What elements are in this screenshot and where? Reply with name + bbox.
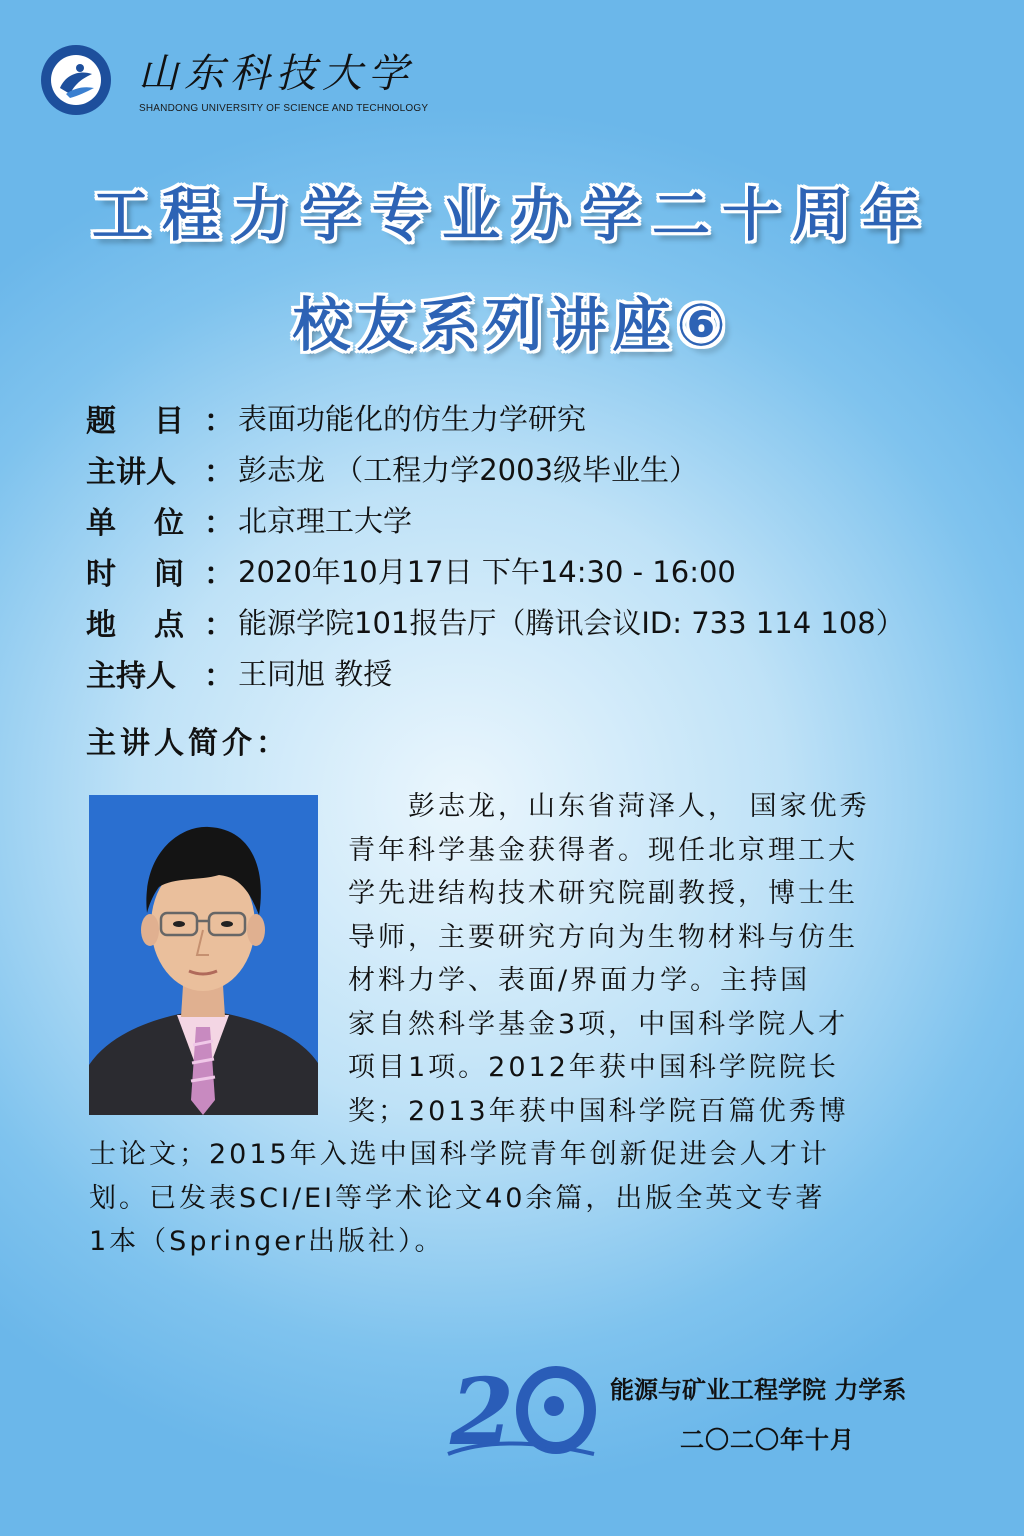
bio-line: 1本（Springer出版社）。 (89, 1226, 445, 1257)
info-value: 彭志龙 （工程力学2003级毕业生） (238, 453, 699, 487)
info-label-text: 时 间 (86, 556, 184, 592)
info-colon: ： (204, 403, 234, 439)
info-colon: ： (204, 454, 234, 490)
info-label (86, 447, 204, 491)
info-label-text: 主讲人 (86, 454, 176, 490)
department-name: 能源与矿业工程学院 力学系 (610, 1376, 907, 1404)
info-label-text: 题 目 (86, 403, 184, 439)
bio-text-right (348, 785, 870, 1133)
info-colon: ： (204, 658, 234, 694)
bio-line: 材料力学、表面/界面力学。主持国 (348, 965, 811, 996)
info-value: 2020年10月17日 下午14:30 - 16:00 (238, 555, 736, 589)
university-name-en: SHANDONG UNIVERSITY OF SCIENCE AND TECHNOLOGY (139, 103, 429, 114)
info-colon: ： (204, 607, 234, 643)
info-row-speaker (86, 443, 905, 494)
info-label (86, 498, 204, 542)
info-value: 能源学院101报告厅（腾讯会议ID: 733 114 108） (238, 606, 905, 640)
info-row-affiliation (86, 494, 905, 545)
lecture-info (86, 392, 905, 698)
bio-line: 项目1项。2012年获中国科学院院长 (348, 1052, 839, 1083)
info-row-location (86, 596, 905, 647)
info-label (86, 396, 204, 440)
bio-line: 导师，主要研究方向为生物材料与仿生 (348, 921, 858, 953)
info-value: 表面功能化的仿生力学研究 (238, 402, 587, 436)
info-colon: ： (204, 505, 234, 541)
info-label-text: 主持人 (86, 658, 176, 694)
bio-heading: 主讲人简介： (86, 726, 290, 761)
info-value: 北京理工大学 (238, 504, 413, 538)
info-label-text: 单 位 (86, 505, 184, 541)
info-label (86, 600, 204, 644)
info-label (86, 549, 204, 593)
bio-line: 奖；2013年获中国科学院百篇优秀博 (348, 1095, 849, 1127)
bio-line: 家自然科学基金3项，中国科学院人才 (348, 1008, 849, 1040)
university-name-cn: 山东科技大学 (138, 51, 414, 97)
info-row-host (86, 647, 905, 698)
info-label (86, 651, 204, 695)
bio-line: 彭志龙，山东省菏泽人， 国家优秀 (348, 791, 870, 822)
bio-line: 青年科学基金获得者。现任北京理工大 (348, 834, 858, 866)
bio-line: 士论文；2015年入选中国科学院青年创新促进会人才计 (89, 1139, 830, 1170)
university-seal-icon (40, 44, 112, 116)
info-colon: ： (204, 556, 234, 592)
info-value: 王同旭 教授 (238, 657, 393, 691)
bio-line: 学先进结构技术研究院副教授，博士生 (348, 878, 858, 909)
svg-text:2: 2 (450, 1362, 515, 1462)
bio-text-full (89, 1133, 830, 1264)
info-label-text: 地 点 (86, 607, 184, 643)
poster-title: 工程力学专业办学二十周年 (91, 181, 932, 249)
speaker-portrait-icon (89, 795, 318, 1115)
info-row-time (86, 545, 905, 596)
poster-subtitle: 校友系列讲座⑥ (292, 291, 732, 359)
bio-line: 划。已发表SCI/EI等学术论文40余篇，出版全英文专著 (89, 1182, 826, 1214)
info-row-topic (86, 392, 905, 443)
anniversary-20-icon (444, 1362, 604, 1462)
poster-date: 二〇二〇年十月 (680, 1426, 855, 1454)
